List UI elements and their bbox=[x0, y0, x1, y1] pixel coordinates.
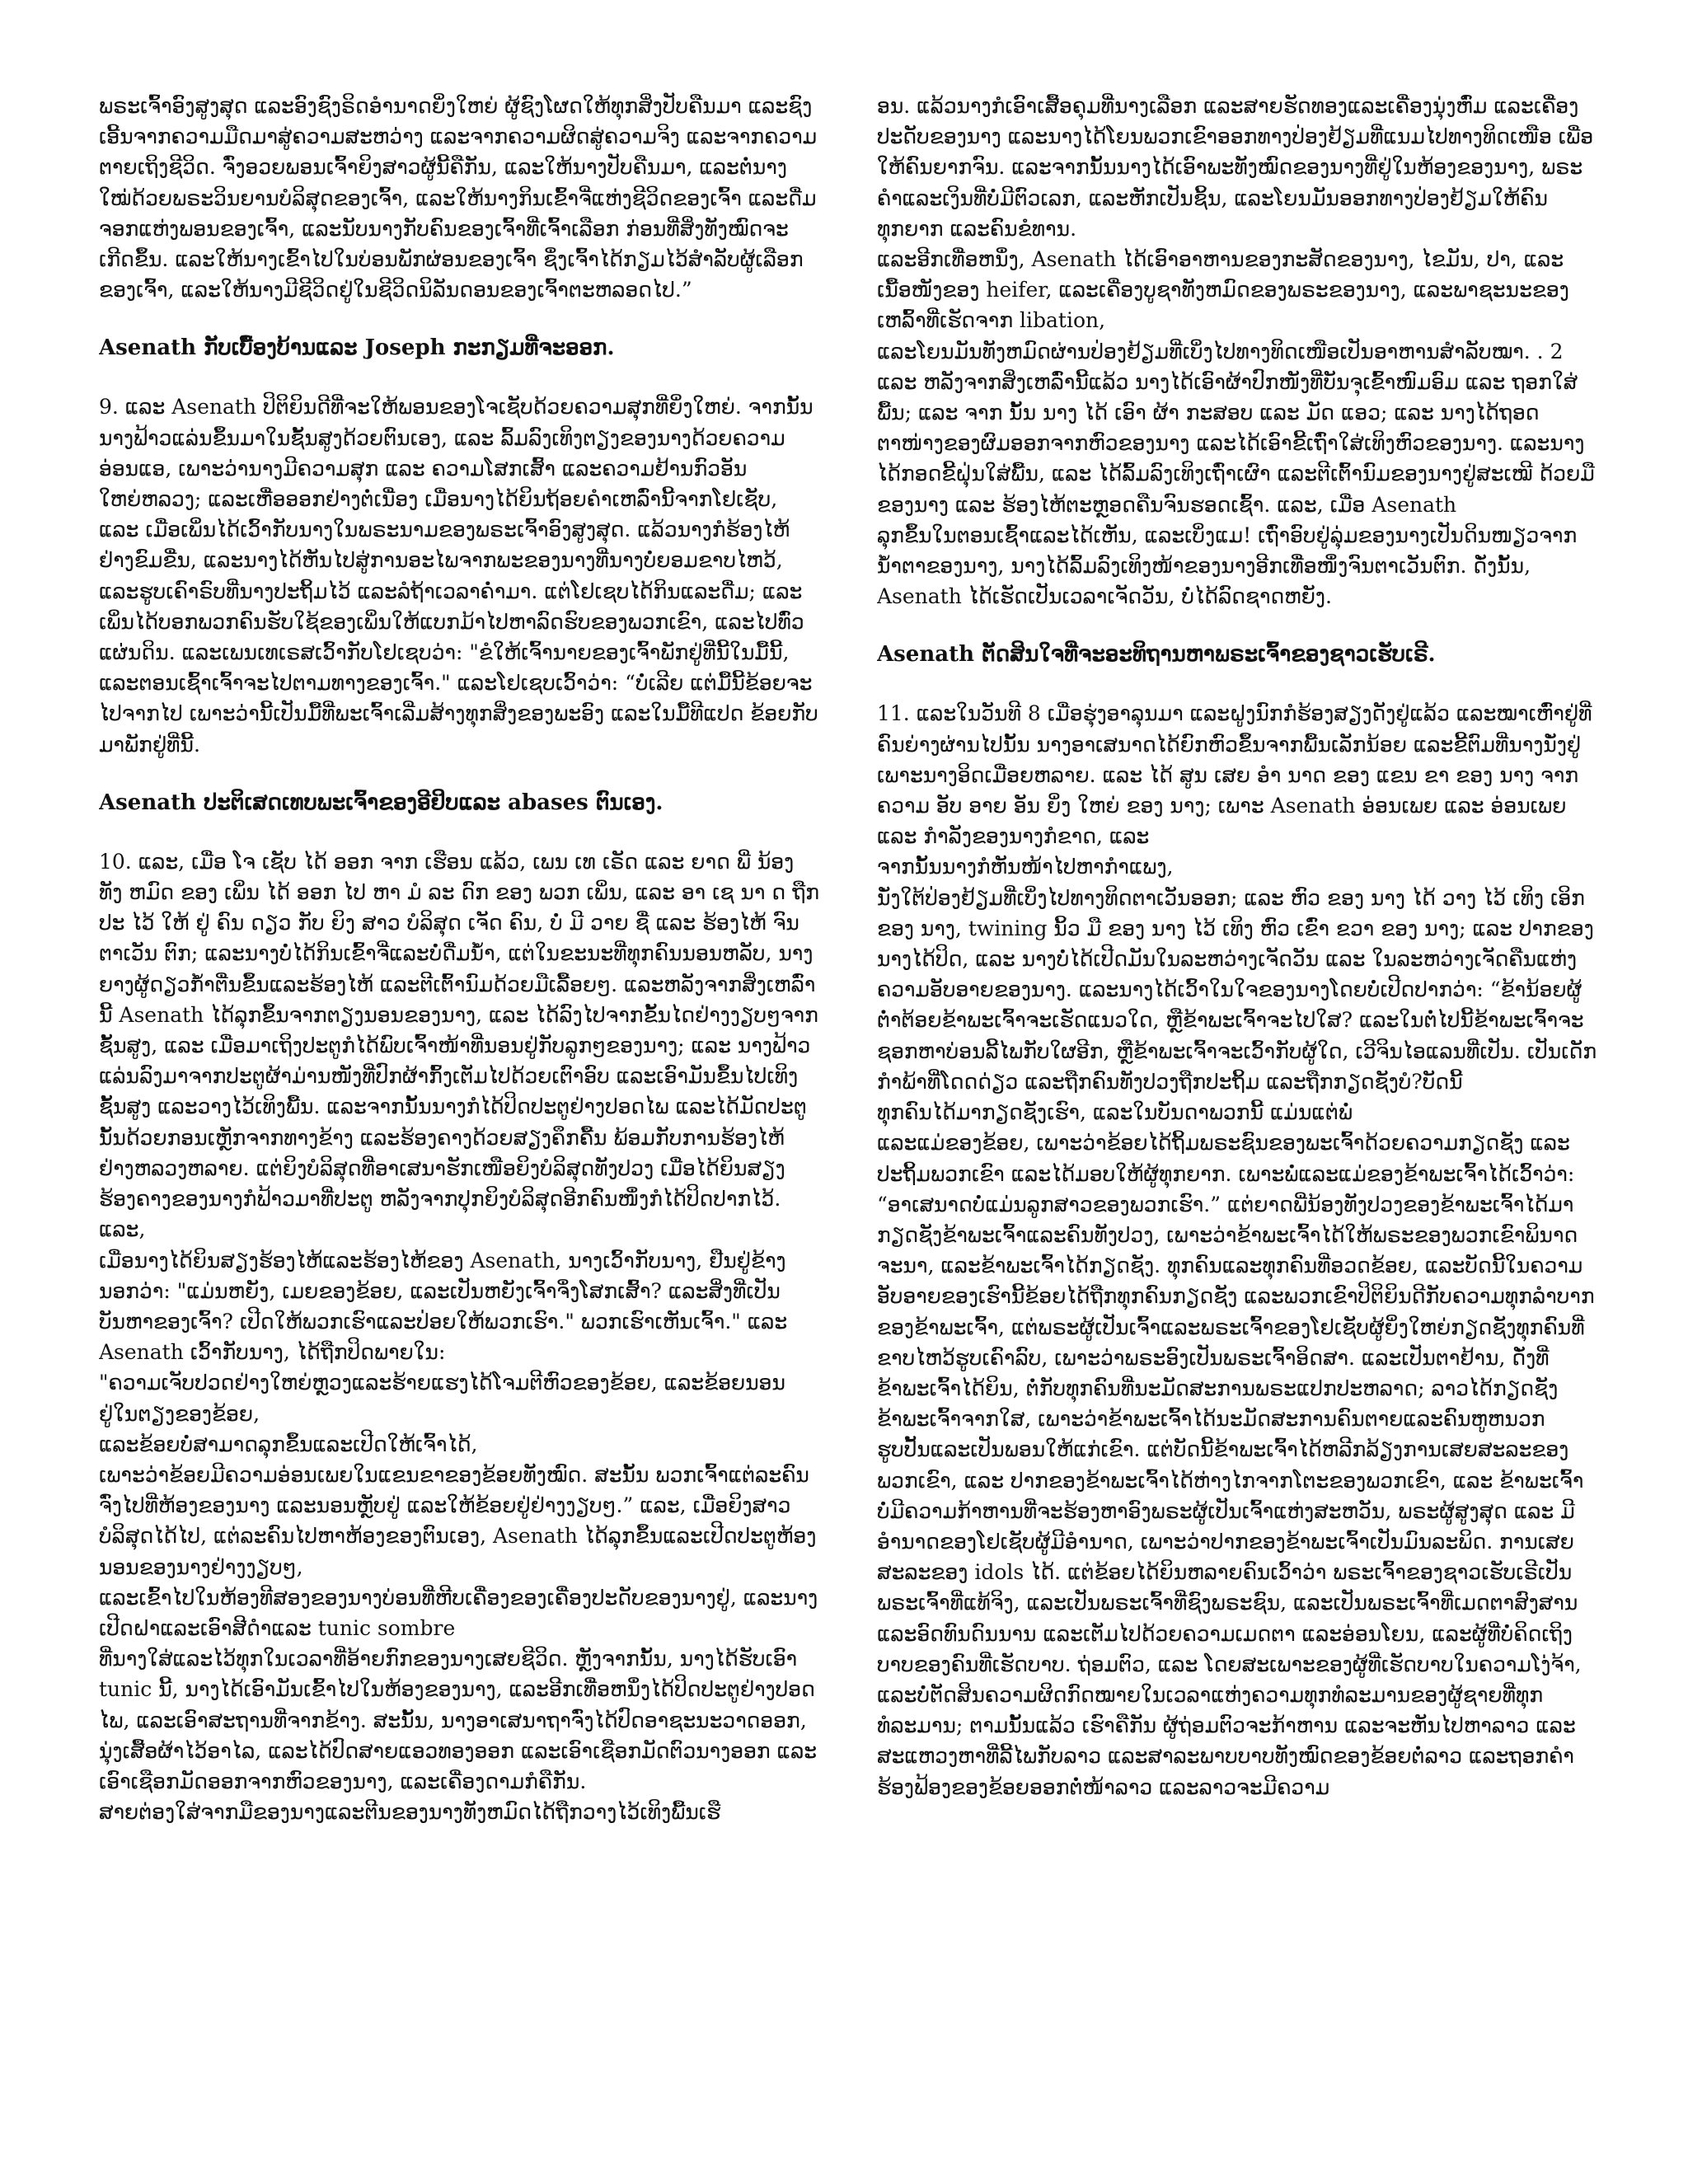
paragraph-prayer: ພຣະເຈົ້າອົງສູງສຸດ ແລະອົງຊົງຣິດອໍານາດຍິ່ງໃຫຍ່ ຜູ້ຊົງໂຜດໃຫ້ທຸກສິ່ງປັບຄືນມາ ແລະຊົງເອີ້ນຈາກຄວາມມືດມາສູ່ຄວາມສະຫວ່າງ ແລະຈາກຄວາມຜິດສູ່ຄວາມຈິງ ແລະຈາກຄວາມຕາຍເຖິງຊີວິດ. ຈົ່ງອວຍພອນເຈົ້າຍິງສາວຜູ້ນີ້ຄືກັນ, ແລະໃຫ້ນາງປັບຄືນມາ, ແລະຕໍ່ນາງໃໝ່ດ້ວຍພຣະວິນຍານບໍລິສຸດຂອງເຈົ້າ, ແລະໃຫ້ນາງກິນເຂົ້າຈີ່ແຫ່ງຊີວິດຂອງເຈົ້າ ແລະດື່ມຈອກແຫ່ງພອນຂອງເຈົ້າ, ແລະນັບນາງກັບຄົນຂອງເຈົ້າທີ່ເຈົ້າເລືອກ ກ່ອນທີ່ສິ່ງທັງໝົດຈະເກີດຂຶ້ນ. ແລະໃຫ້ນາງເຂົ້າໄປໃນບ່ອນພັກຜ່ອນຂອງເຈົ້າ ຊຶ່ງເຈົ້າໄດ້ກຽມໄວ້ສໍາລັບຜູ້ເລືອກຂອງເຈົ້າ, ແລະໃຫ້ນາງມີຊີວິດຢູ່ໃນຊີວິດນິລັນດອນຂອງເຈົ້າຕະຫລອດໄປ.” bbox=[99, 94, 818, 302]
paragraph-10-continued: ອນ. ແລ້ວນາງກໍເອົາເສື້ອຄຸມທີ່ນາງເລືອກ ແລະສາຍຮັດທອງແລະເຄື່ອງນຸ່ງຫົ່ມ ແລະເຄື່ອງປະດັບຂອງນາງ ແລະນາງໄດ້ໂຍນພວກເຂົາອອກທາງປ່ອງຢ້ຽມທີ່ແນມໄປທາງທິດເໜືອ ເພື່ອໃຫ້ຄົນຍາກຈົນ. ແລະຈາກນັ້ນນາງໄດ້ເອົາພະທັງໝົດຂອງນາງທີ່ຢູ່ໃນຫ້ອງຂອງນາງ, ພຣະຄໍາແລະເງິນທີ່ບໍ່ມີຕົວເລກ, ແລະຫັກເປັນຊິ້ນ, ແລະໂຍນມັນອອກທາງປ່ອງຢ້ຽມໃຫ້ຄົນທຸກຍາກ ແລະຄົນຂໍທານ. ແລະອີກເທື່ອຫນຶ່ງ, Asenath ໄດ້ເອົາອາຫານຂອງກະສັດຂອງນາງ, ໄຂມັນ, ປາ, ແລະເນື້ອໜັງຂອງ heifer, ແລະເຄື່ອງບູຊາທັງຫມົດຂອງພຣະຂອງນາງ, ແລະພາຊະນະຂອງເຫລົ້າທີ່ເຮັດຈາກ libation, ແລະໂຍນມັນທັງຫມົດຜ່ານປ່ອງຢ້ຽມທີ່ເບິ່ງໄປທາງທິດເໜືອເປັນອາຫານສໍາລັບໝາ. . 2 ແລະ ຫລັງຈາກສິ່ງເຫລົ່ານີ້ແລ້ວ ນາງໄດ້ເອົາຜ້າປົກໜັງທີ່ບັນຈຸເຂົ້າໜົມອົມ ແລະ ຖອກໃສ່ພື້ນ; ແລະ ຈາກ ນັ້ນ ນາງ ໄດ້ ເອົາ ຜ້າ ກະສອບ ແລະ ມັດ ແອວ; ແລະ ນາງໄດ້ຖອດຕາໜ່າງຂອງຜົມອອກຈາກຫົວຂອງນາງ ແລະໄດ້ເອົາຂີ້ເຖົ່າໃສ່ເທິງຫົວຂອງນາງ. ແລະນາງໄດ້ກອດຂີ້ຝຸ່ນໃສ່ພື້ນ, ແລະ ໄດ້ລົ້ມລົງເທິງເຖົ່າເຜົາ ແລະຕີເຕົ້ານົມຂອງນາງຢູ່ສະເໝີ ດ້ວຍມືຂອງນາງ ແລະ ຮ້ອງໄຫ້ຕະຫຼອດຄືນຈົນຮອດເຊົ້າ. ແລະ, ເມື່ອ Asenath ລຸກຂຶ້ນໃນຕອນເຊົ້າແລະໄດ້ເຫັນ, ແລະເບິ່ງແມ! ເຖົ່າອົບຢູ່ລຸ່ມຂອງນາງເປັນດິນໜຽວຈາກນໍ້າຕາຂອງນາງ, ນາງໄດ້ລົ້ມລົງເທິງໜ້າຂອງນາງອີກເທື່ອໜຶ່ງຈົນຕາເວັນຕົກ. ດັ່ງນັ້ນ, Asenath ໄດ້ເຮັດເປັນເວລາເຈັດວັນ, ບໍ່ໄດ້ລົດຊາດຫຍັງ. bbox=[877, 94, 1595, 609]
section-heading-asenath-prays: Asenath ຕັດສິນໃຈທີ່ຈະອະທິຖານຫາພຣະເຈົ້າຂອງຊາວເຮັບເຣີ. bbox=[877, 642, 1436, 668]
paragraph-10: 10. ແລະ, ເມື່ອ ໂຈ ເຊັບ ໄດ້ ອອກ ຈາກ ເຮືອນ ແລ້ວ, ເພນ ເທ ເຣັດ ແລະ ຍາດ ພີ່ ນ້ອງ ທັງ ຫມົດ ຂອງ ເພິ່ນ ໄດ້ ອອກ ໄປ ຫາ ມໍ ລະ ດົກ ຂອງ ພວກ ເພິ່ນ, ແລະ ອາ ເຊ ນາ ດ ຖືກ ປະ ໄວ້ ໃຫ້ ຢູ່ ຄົນ ດຽວ ກັບ ຍິງ ສາວ ບໍລິສຸດ ເຈັດ ຄົນ, ບໍ່ ມີ ວາຍ ຊື່ ແລະ ຮ້ອງໄຫ້ ຈົນ ຕາເວັນ ຕົກ; ແລະນາງບໍ່ໄດ້ກິນເຂົ້າຈີ່ແລະບໍ່ດື່ມນ້ໍາ, ແຕ່ໃນຂະນະທີ່ທຸກຄົນນອນຫລັບ, ນາງຍາງຜູ້ດຽວກ້ຳຕື່ນຂຶ້ນແລະຮ້ອງໄຫ້ ແລະຕີເຕົ້ານົມດ້ວຍມືເລື້ອຍໆ. ແລະຫລັງຈາກສິ່ງເຫລົ່ານີ້ Asenath ໄດ້ລຸກຂຶ້ນຈາກຕຽງນອນຂອງນາງ, ແລະ ໄດ້ລົງໄປຈາກຂັ້ນໄດຢ່າງງຽບໆຈາກຊັ້ນສູງ, ແລະ ເມື່ອມາເຖິງປະຕູກໍໄດ້ພົບເຈົ້າໜ້າທີ່ນອນຢູ່ກັບລູກໆຂອງນາງ; ແລະ ນາງຟ້າວແລ່ນລົງມາຈາກປະຕູຜ້າມ່ານໜັງທີ່ປົກຜ້າກົ້ງເຕັມໄປດ້ວຍເຕົາອົບ ແລະເອົາມັນຂຶ້ນໄປເທິງຊັ້ນສູງ ແລະວາງໄວ້ເທິງພື້ນ. ແລະຈາກນັ້ນນາງກໍໄດ້ປິດປະຕູຢ່າງປອດໄພ ແລະໄດ້ມັດປະຕູນັ້ນດ້ວຍກອນເຫຼັກຈາກທາງຂ້າງ ແລະຮ້ອງຄາງດ້ວຍສຽງຄຶກຄື້ນ ພ້ອມກັບການຮ້ອງໄຫ້ຢ່າງຫລວງຫລາຍ. ແຕ່ຍິງບໍລິສຸດທີ່ອາເສນາຮັກເໜືອຍິງບໍລິສຸດທັງປວງ ເມື່ອໄດ້ຍິນສຽງຮ້ອງຄາງຂອງນາງກໍຟ້າວມາທີ່ປະຕູ ຫລັງຈາກປຸກຍິງບໍລິສຸດອີກຄົນໜຶ່ງກໍໄດ້ປິດປາກໄວ້. ແລະ, ເມື່ອນາງໄດ້ຍິນສຽງຮ້ອງໄຫ້ແລະຮ້ອງໄຫ້ຂອງ Asenath, ນາງເວົ້າກັບນາງ, ຢືນຢູ່ຂ້າງນອກວ່າ: "ແມ່ນຫຍັງ, ເມຍຂອງຂ້ອຍ, ແລະເປັນຫຍັງເຈົ້າຈຶ່ງໂສກເສົ້າ? ແລະສິ່ງທີ່ເປັນບັນຫາຂອງເຈົ້າ? ເປີດໃຫ້ພວກເຮົາແລະປ່ອຍໃຫ້ພວກເຮົາ." ພວກເຮົາເຫັນເຈົ້າ." ແລະ Asenath ເວົ້າກັບນາງ, ໄດ້ຖືກປິດພາຍໃນ: "ຄວາມເຈັບປວດຢ່າງໃຫຍ່ຫຼວງແລະຮ້າຍແຮງໄດ້ໂຈມຕີຫົວຂອງຂ້ອຍ, ແລະຂ້ອຍນອນຢູ່ໃນຕຽງຂອງຂ້ອຍ, ແລະຂ້ອຍບໍ່ສາມາດລຸກຂຶ້ນແລະເປີດໃຫ້ເຈົ້າໄດ້, ເພາະວ່າຂ້ອຍມີຄວາມອ່ອນເພຍໃນແຂນຂາຂອງຂ້ອຍທັງໝົດ. ສະນັ້ນ ພວກເຈົ້າແຕ່ລະຄົນຈົ່ງໄປທີ່ຫ້ອງຂອງນາງ ແລະນອນຫຼັບຢູ່ ແລະໃຫ້ຂ້ອຍຢູ່ຢ່າງງຽບໆ.” ແລະ, ເມື່ອຍິງສາວບໍລິສຸດໄດ້ໄປ, ແຕ່ລະຄົນໄປຫາຫ້ອງຂອງຕົນເອງ, Asenath ໄດ້ລຸກຂຶ້ນແລະເປີດປະຕູຫ້ອງນອນຂອງນາງຢ່າງງຽບໆ, ແລະເຂົ້າໄປໃນຫ້ອງທີສອງຂອງນາງບ່ອນທີ່ຫີບເຄື່ອງຂອງເຄື່ອງປະດັບຂອງນາງຢູ່, ແລະນາງເປີດຝາແລະເອົາສີດຳແລະ tunic sombre ທີ່ນາງໃສ່ແລະໄວ້ທຸກໃນເວລາທີ່ອ້າຍກົກຂອງນາງເສຍຊີວິດ. ຫຼັງຈາກນັ້ນ, ນາງໄດ້ຮັບເອົາ tunic ນີ້, ນາງໄດ້ເອົາມັນເຂົ້າໄປໃນຫ້ອງຂອງນາງ, ແລະອີກເທື່ອຫນຶ່ງໄດ້ປິດປະຕູຢ່າງປອດໄພ, ແລະເອົາສະຖານທີ່ຈາກຂ້າງ. ສະນັ້ນ, ນາງອາເສນາຖາຈົ່ງໄດ້ປົດອາຊະນະວາດອອກ, ນຸ່ງເສື້ອຜ້າໄວ້ອາໄລ, ແລະໄດ້ປົດສາຍແອວທອງອອກ ແລະເອົາເຊືອກມັດຕົວນາງອອກ ແລະເອົາເຊືອກມັດອອກຈາກຫົວຂອງນາງ, ແລະເຄື່ອງດາມກໍຄືກັນ. ສາຍຕ່ອງໃສ່ຈາກມືຂອງນາງແລະຕີນຂອງນາງທັງຫມົດໄດ້ຖືກວາງໄວ້ເທິງພື້ນເຮື bbox=[99, 849, 819, 1825]
paragraph-11: 11. ແລະໃນວັນທີ 8 ເມື່ອຮຸ່ງອາລຸນມາ ແລະຝູງນົກກໍຮ້ອງສຽງດັງຢູ່ແລ້ວ ແລະໝາເຫົ່າຢູ່ທີ່ຄົນຍ່າງຜ່ານໄປນັ້ນ ນາງອາເສນາດໄດ້ຍົກຫົວຂຶ້ນຈາກພື້ນເລັກນ້ອຍ ແລະຂີ້ຕົມທີ່ນາງນັ່ງຢູ່ ເພາະນາງອິດເມື່ອຍຫລາຍ. ແລະ ໄດ້ ສູນ ເສຍ ອຳ ນາດ ຂອງ ແຂນ ຂາ ຂອງ ນາງ ຈາກ ຄວາມ ອັບ ອາຍ ອັນ ຍິ່ງ ໃຫຍ່ ຂອງ ນາງ; ເພາະ Asenath ອ່ອນເພຍ ແລະ ອ່ອນເພຍ ແລະ ກຳລັງຂອງນາງກໍຂາດ, ແລະ ຈາກນັ້ນນາງກໍຫັນໜ້າໄປຫາກຳແພງ, ນັ່ງໃຕ້ປ່ອງຢ້ຽມທີ່ເບິ່ງໄປທາງທິດຕາເວັນອອກ; ແລະ ຫົວ ຂອງ ນາງ ໄດ້ ວາງ ໄວ້ ເທິງ ເອິກ ຂອງ ນາງ, twining ນິ້ວ ມື ຂອງ ນາງ ໄວ້ ເທິງ ຫົວ ເຂົ່າ ຂວາ ຂອງ ນາງ; ແລະ ປາກຂອງນາງໄດ້ປິດ, ແລະ ນາງບໍ່ໄດ້ເປີດມັນໃນລະຫວ່າງເຈັດວັນ ແລະ ໃນລະຫວ່າງເຈັດຄືນແຫ່ງຄວາມອັບອາຍຂອງນາງ. ແລະນາງໄດ້ເວົ້າໃນໃຈຂອງນາງໂດຍບໍ່ເປີດປາກວ່າ: “ຂ້ານ້ອຍຜູ້ຕໍ່າຕ້ອຍຂ້າພະເຈົ້າຈະເຮັດແນວໃດ, ຫຼືຂ້າພະເຈົ້າຈະໄປໃສ? ແລະໃນຕໍ່ໄປນີ້ຂ້າພະເຈົ້າຈະຊອກຫາບ່ອນລີ້ໄພກັບໃຜອີກ, ຫຼືຂ້າພະເຈົ້າຈະເວົ້າກັບຜູ້ໃດ, ເວີຈິນໄອແລນທີ່ເປັນ. ເປັນເດັກກຳພ້າທີ່ໂດດດ່ຽວ ແລະຖືກຄົນທັງປວງຖືກປະຖິ້ມ ແລະຖືກກຽດຊັງບໍ?ບັດນີ້ ທຸກຄົນໄດ້ມາກຽດຊັງເຮົາ, ແລະໃນບັນດາພວກນີ້ ແມ່ນແຕ່ພໍ່ ແລະແມ່ຂອງຂ້ອຍ, ເພາະວ່າຂ້ອຍໄດ້ຖິ້ມພຣະຊົນຂອງພະເຈົ້າດ້ວຍຄວາມກຽດຊັງ ແລະປະຖິ້ມພວກເຂົາ ແລະໄດ້ມອບໃຫ້ຜູ້ທຸກຍາກ. ເພາະພໍ່ແລະແມ່ຂອງຂ້າພະເຈົ້າໄດ້ເວົ້າວ່າ: “ອາເສນາດບໍ່ແມ່ນລູກສາວຂອງພວກເຮົາ.” ແຕ່ຍາດພີ່ນ້ອງທັງປວງຂອງຂ້າພະເຈົ້າໄດ້ມາກຽດຊັງຂ້າພະເຈົ້າແລະຄົນທັງປວງ, ເພາະວ່າຂ້າພະເຈົ້າໄດ້ໃຫ້ພຣະຂອງພວກເຂົາພິນາດຈະນາ, ແລະຂ້າພະເຈົ້າໄດ້ກຽດຊັງ. ທຸກຄົນແລະທຸກຄົນທີ່ອວດຂ້ອຍ, ແລະບັດນີ້ໃນຄວາມອັບອາຍຂອງເຮົານີ້ຂ້ອຍໄດ້ຖືກທຸກຄົນກຽດຊັງ ແລະພວກເຂົາປິຕິຍິນດີກັບຄວາມທຸກລໍາບາກຂອງຂ້າພະເຈົ້າ, ແຕ່ພຣະຜູ້ເປັນເຈົ້າແລະພຣະເຈົ້າຂອງໂຢເຊັບຜູ້ຍິ່ງໃຫຍ່ກຽດຊັງທຸກຄົນທີ່ຂາບໄຫວ້ຮູບເຄົາລົບ, ເພາະວ່າພຣະອົງເປັນພຣະເຈົ້າອິດສາ. ແລະເປັນຕາຢ້ານ, ດັ່ງທີ່ຂ້າພະເຈົ້າໄດ້ຍິນ, ຕໍ່ກັບທຸກຄົນທີ່ນະມັດສະການພຣະແປກປະຫລາດ; ລາວໄດ້ກຽດຊັງຂ້າພະເຈົ້າຈາກໃສ, ເພາະວ່າຂ້າພະເຈົ້າໄດ້ນະມັດສະການຄົນຕາຍແລະຄົນຫູຫນວກຮູບປັ້ນແລະເປັນພອນໃຫ້ແກ່ເຂົາ. ແຕ່ບັດນີ້ຂ້າພະເຈົ້າໄດ້ຫລີກລ້ຽງການເສຍສະລະຂອງພວກເຂົາ, ແລະ ປາກຂອງຂ້າພະເຈົ້າໄດ້ຫ່າງໄກຈາກໂຕະຂອງພວກເຂົາ, ແລະ ຂ້າພະເຈົ້າບໍ່ມີຄວາມກ້າຫານທີ່ຈະຮ້ອງຫາອົງພຣະຜູ້ເປັນເຈົ້າແຫ່ງສະຫວັນ, ພຣະຜູ້ສູງສຸດ ແລະ ມີອໍານາດຂອງໂຢເຊັບຜູ້ມີອໍານາດ, ເພາະວ່າປາກຂອງຂ້າພະເຈົ້າເປັນມົນລະພິດ. ການເສຍສະລະຂອງ idols ໄດ້. ແຕ່ຂ້ອຍໄດ້ຍິນຫລາຍຄົນເວົ້າວ່າ ພຣະເຈົ້າຂອງຊາວເຮັບເຣີເປັນພຣະເຈົ້າທີ່ແທ້ຈິງ, ແລະເປັນພຣະເຈົ້າທີ່ຊົງພຣະຊົນ, ແລະເປັນພຣະເຈົ້າທີ່ເມດຕາສົງສານ ແລະອົດທົນດົນນານ ແລະເຕັມໄປດ້ວຍຄວາມເມດຕາ ແລະອ່ອນໂຍນ, ແລະຜູ້ທີ່ບໍ່ຄິດເຖິງບາບຂອງຄົນທີ່ເຮັດບາບ. ຖ່ອມຕົວ, ແລະ ໂດຍສະເພາະຂອງຜູ້ທີ່ເຮັດບາບໃນຄວາມໂງ່ຈ້າ, ແລະບໍ່ຕັດສິນຄວາມຜິດກົດໝາຍໃນເວລາແຫ່ງຄວາມທຸກທໍລະມານຂອງຜູ້ຊາຍທີ່ທຸກທໍລະມານ; ຕາມນັ້ນແລ້ວ ເຮົາຄືກັນ ຜູ້ຖ່ອມຕົວຈະກ້າຫານ ແລະຈະຫັນໄປຫາລາວ ແລະສະແຫວງຫາທີ່ລີ້ໄພກັບລາວ ແລະສາລະພາບບາບທັງໝົດຂອງຂ້ອຍຕໍ່ລາວ ແລະຖອກຄໍາຮ້ອງຟ້ອງຂອງຂ້ອຍອອກຕໍ່ໜ້າລາວ ແລະລາວຈະມີຄວາມ bbox=[877, 701, 1597, 1799]
paragraph-9: 9. ແລະ Asenath ປິຕິຍິນດີທີ່ຈະໃຫ້ພອນຂອງໂຈເຊັບດ້ວຍຄວາມສຸກທີ່ຍິ່ງໃຫຍ່. ຈາກນັ້ນນາງຟ້າວແລ່ນຂຶ້ນມາໃນຊັ້ນສູງດ້ວຍຕົນເອງ, ແລະ ລົ້ມລົງເທິງຕຽງຂອງນາງດ້ວຍຄວາມອ່ອນແອ, ເພາະວ່ານາງມີຄວາມສຸກ ແລະ ຄວາມໂສກເສົ້າ ແລະຄວາມຢ້ານກົວອັນໃຫຍ່ຫລວງ; ແລະເຫື່ອອອກຢ່າງຕໍ່ເນື່ອງ ເມື່ອນາງໄດ້ຍິນຖ້ອຍຄໍາເຫລົ່ານີ້ຈາກໂຢເຊັບ, ແລະ ເມື່ອເພິ່ນໄດ້ເວົ້າກັບນາງໃນພຣະນາມຂອງພຣະເຈົ້າອົງສູງສຸດ. ແລ້ວນາງກໍຮ້ອງໄຫ້ຢ່າງຂົມຂື່ນ, ແລະນາງໄດ້ຫັນໄປສູ່ການອະໄພຈາກພະຂອງນາງທີ່ນາງບໍ່ຍອມຂາບໄຫວ້, ແລະຮູບເຄົາຣົບທີ່ນາງປະຖິ້ມໄວ້ ແລະລໍຖ້າເວລາຄໍ່າມາ. ແຕ່ໂຢເຊບໄດ້ກິນແລະດື່ມ; ແລະ ເພິ່ນໄດ້ບອກພວກຄົນຮັບໃຊ້ຂອງເພິ່ນໃຫ້ແບກມ້າໄປຫາລົດຮົບຂອງພວກເຂົາ, ແລະໄປທົ່ວແຜ່ນດິນ. ແລະເພນເທເຣສເວົ້າກັບໂຢເຊບວ່າ: "ຂໍໃຫ້ເຈົ້ານາຍຂອງເຈົ້າພັກຢູ່ທີ່ນີ້ໃນມື້ນີ້, ແລະຕອນເຊົ້າເຈົ້າຈະໄປຕາມທາງຂອງເຈົ້າ." ແລະໂຢເຊບເວົ້າວ່າ: “ບໍ່ເລີຍ ແຕ່ມື້ນີ້ຂ້ອຍຈະໄປຈາກໄປ ເພາະວ່ານີ້ເປັນມື້ທີ່ພະເຈົ້າເລີ່ມສ້າງທຸກສິ່ງຂອງພະອົງ ແລະໃນມື້ທີແປດ ຂ້ອຍກັບມາພັກຢູ່ທີ່ນີ້. bbox=[99, 395, 818, 757]
left-column bbox=[99, 91, 819, 2118]
section-heading-asenath-returns: Asenath ກັບເບື້ອງບ້ານແລະ Joseph ກະກຽມທີ່ຈະອອກ. bbox=[99, 335, 615, 361]
right-column bbox=[877, 91, 1597, 2118]
section-heading-asenath-renounces: Asenath ປະຕິເສດເທບພະເຈົ້າຂອງອີຢິບແລະ abases ຕົນເອງ. bbox=[99, 790, 663, 815]
